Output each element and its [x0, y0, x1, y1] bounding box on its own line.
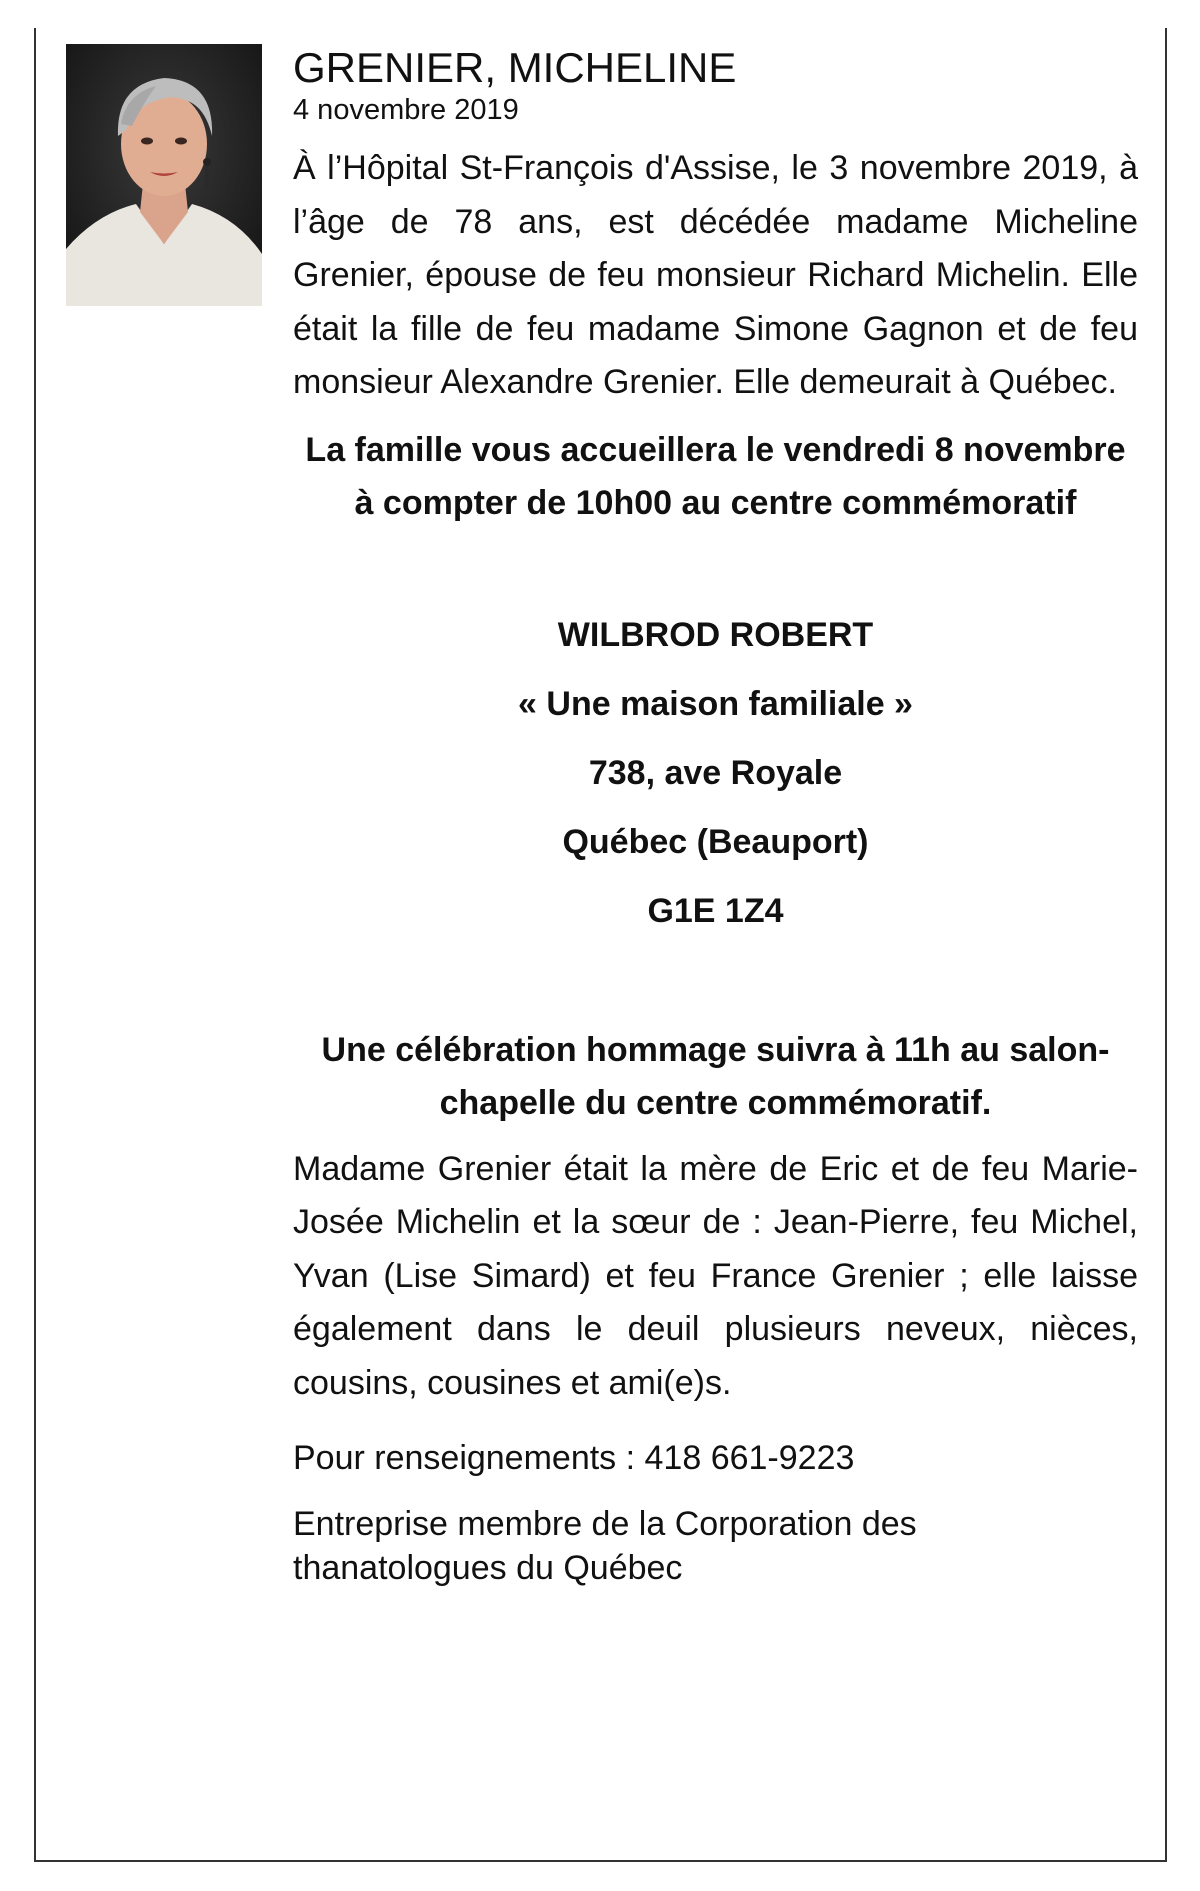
ceremony-notice: Une célébration hommage suivra à 11h au salon-chapelle du centre commémoratif. — [321, 1030, 1110, 1122]
funeral-home-street: 738, ave Royale — [588, 753, 843, 792]
funeral-home-tagline: « Une maison familiale » — [518, 684, 913, 723]
funeral-home-name: WILBROD ROBERT — [557, 615, 874, 654]
obituary-content — [293, 44, 1138, 1590]
portrait-photo-icon — [66, 44, 262, 306]
deceased-name: GRENIER, MICHELINE — [293, 44, 737, 91]
corporation-membership: Entreprise membre de la Corporation des thanatologues du Québec — [293, 1504, 917, 1587]
funeral-home-address — [293, 601, 1138, 946]
funeral-home-city: Québec (Beauport) — [562, 822, 869, 861]
publication-date: 4 novembre 2019 — [293, 94, 519, 126]
funeral-home-postal-code: G1E 1Z4 — [647, 891, 784, 930]
visitation-notice: La famille vous accueillera le vendredi 8 novembre à compter de 10h00 au centre commémoratif — [305, 430, 1126, 522]
contact-info: Pour renseignements : 418 661-9223 — [293, 1439, 855, 1477]
intro-paragraph: À l’Hôpital St-François d'Assise, le 3 novembre 2019, à l’âge de 78 ans, est décédée madame Micheline Grenier, épouse de feu monsieur Richard Michelin. Elle était la fille de feu madame Simone Gagnon et de feu monsieur Alexandre Grenier. Elle demeurait à Québec. — [293, 149, 1138, 401]
family-paragraph: Madame Grenier était la mère de Eric et de feu Marie-Josée Michelin et la sœur de : Jean-Pierre, feu Michel, Yvan (Lise Simard) et feu France Grenier ; elle laisse également dans le deuil plusieurs neveux, nièces, cousins, cousines et ami(e)s. — [293, 1149, 1138, 1402]
portrait-photo — [66, 44, 262, 306]
